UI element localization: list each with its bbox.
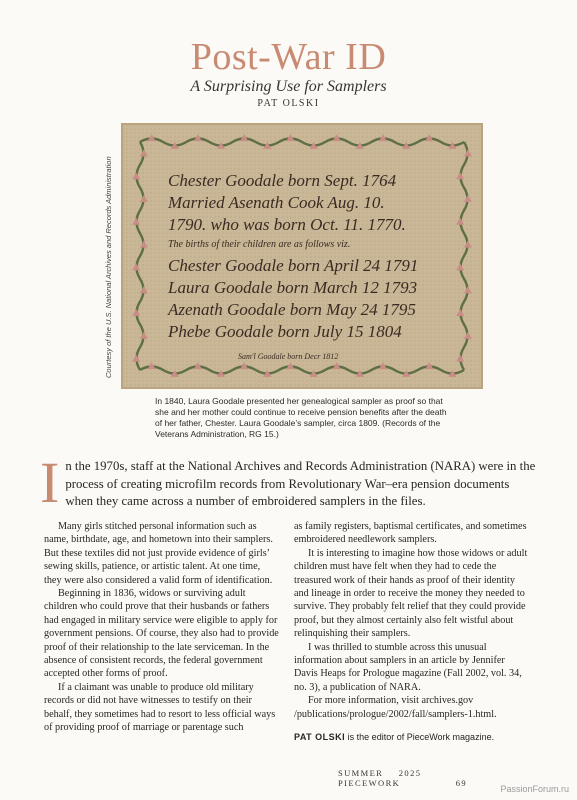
column-right [294, 520, 530, 745]
footer-magazine: PIECEWORK [338, 778, 401, 788]
photo-credit-text: Courtesy of the U.S. National Archives and Records Administration [104, 156, 113, 378]
paragraph: Beginning in 1836, widows or surviving adult children who could prove that their husbands or fathers had engaged in military service were eligible to apply for government pensions. Of course, they also had to provide proof of their relationship to the late serviceman. In the absence of consistent records, the federal government accepted other forms of proof. [44, 588, 279, 680]
drop-cap: I [40, 450, 60, 515]
paragraph: For more information, visit archives.gov /publications/prologue/2002/fall/samplers-1.html. [294, 695, 497, 720]
author-bio [294, 731, 530, 744]
article-subtitle: A Surprising Use for Samplers [190, 78, 387, 95]
sampler-image [118, 120, 486, 392]
sampler-line: Phebe Goodale born July 15 1804 [168, 322, 402, 341]
watermark: PassionForum.ru [500, 784, 569, 794]
article-lede [40, 450, 540, 515]
figure-caption: In 1840, Laura Goodale presented her genealogical sampler as proof so that she and her mother could continue to receive pension benefits after the death of her father, Chester. Laura Goodale’s sampler, circa 1809. (Records of the Veterans Administration, RG 15.) [155, 396, 447, 439]
article-title: Post-War ID [190, 36, 387, 78]
bio-name: PAT OLSKI [294, 732, 346, 743]
sampler-line: The births of their children are as follows viz. [168, 239, 351, 250]
paragraph: I was thrilled to stumble across this unusual information about samplers in an article by Jennifer Davis Heaps for Prologue magazine (Fall 2002, vol. 34, no. 3), a publication of NARA. [294, 641, 522, 693]
footer-year: 2025 [398, 768, 422, 778]
sampler-line: 1790. who was born Oct. 11. 1770. [168, 215, 406, 234]
article-author: PAT OLSKI [257, 98, 320, 109]
bio-text: is the editor of PieceWork magazine. [345, 732, 495, 743]
sampler-line: Chester Goodale born Sept. 1764 [168, 171, 397, 190]
footer-season: SUMMER [338, 768, 384, 778]
paragraph: It is interesting to imagine how those widows or adult children must have felt when they had to cede the treasured work of their hands as proof of their identity and lineage in order to receive the money they needed to survive. They probably felt relief that they could provide proof, but they almost certainly also felt wistful about relinquishing their samplers. [294, 547, 528, 640]
sampler-line: Chester Goodale born April 24 1791 [168, 256, 419, 275]
sampler-line: Married Asenath Cook Aug. 10. [168, 193, 385, 212]
page-number: 69 [455, 778, 468, 788]
sampler-text [167, 171, 418, 361]
paragraph-continued: as family registers, baptismal certificates, and sometimes embroidered needlework samplers. [294, 521, 527, 546]
column-left [44, 520, 280, 735]
paragraph: If a claimant was unable to produce old military records or did not have witnesses to testify on their behalf, they sometimes had to resort to less official ways of providing proof of marriage or parentage such [44, 681, 276, 734]
paragraph: Many girls stitched personal information such as name, birthdate, age, and hometown into their samplers. But these textiles did not just provide evidence of girls’ sewing skills, patience, or artistic talent. At one time, they were also considered a valid form of identification. [44, 521, 273, 586]
sampler-line: Sam'l Goodale born Decr 1812 [238, 352, 339, 361]
sampler-line: Laura Goodale born March 12 1793 [168, 278, 418, 297]
sampler-line: Azenath Goodale born May 24 1795 [168, 300, 416, 319]
lede-text: n the 1970s, staff at the National Archives and Records Administration (NARA) were in the process of creating microfilm records from Revolutionary War–era pension documents when they came across a number of embroidered samplers in the files. [65, 459, 536, 508]
